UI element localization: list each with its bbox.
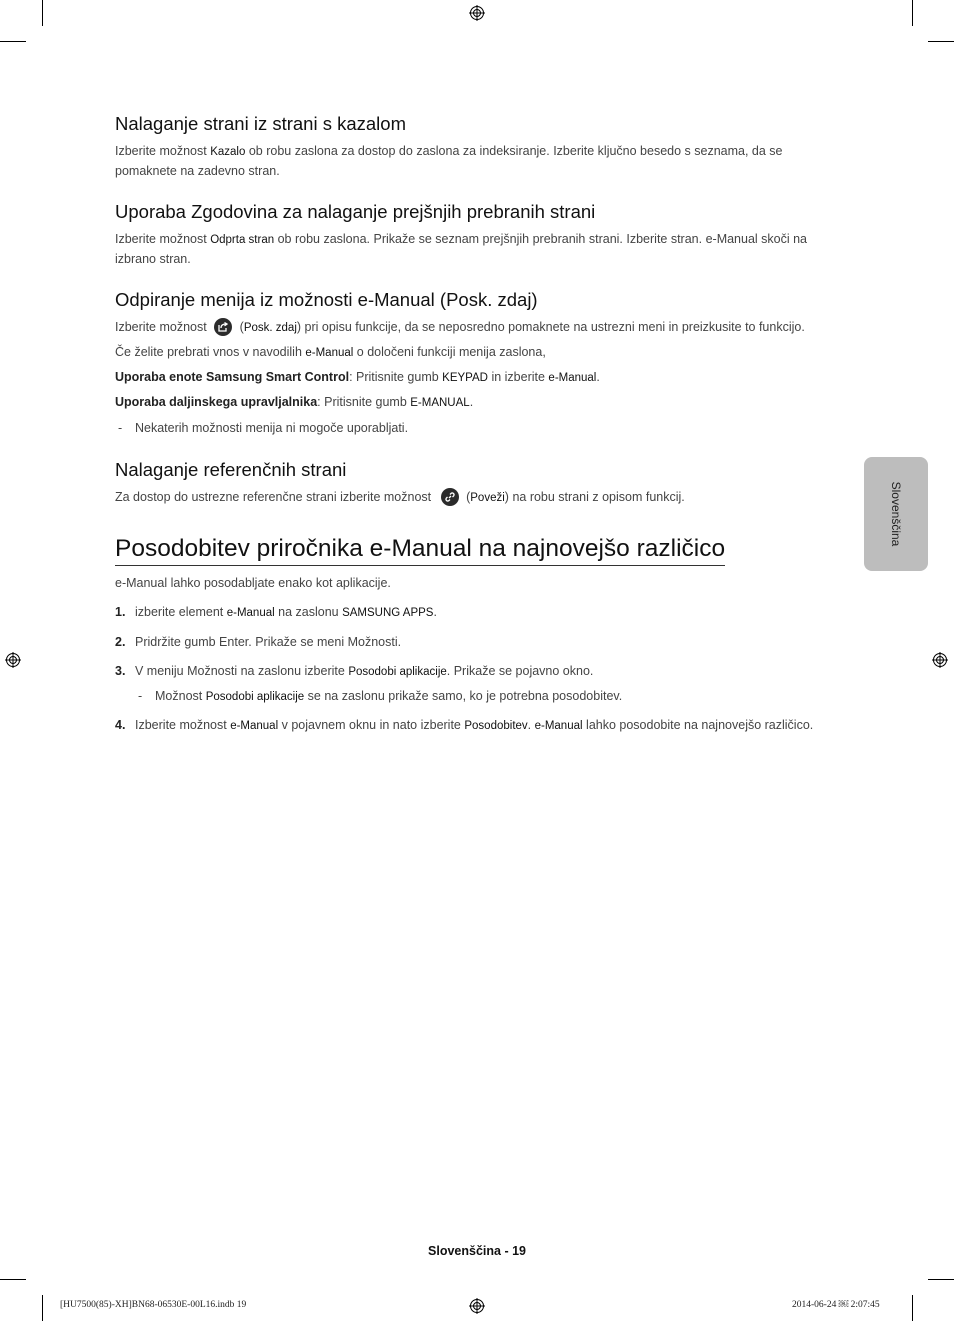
crosshair-target-icon bbox=[932, 652, 948, 668]
crosshair-target-icon bbox=[469, 5, 485, 21]
keyword-povezi: Poveži bbox=[470, 492, 505, 504]
crop-mark bbox=[912, 0, 913, 26]
section-text-smart-control: Uporaba enote Samsung Smart Control: Pritisnite gumb KEYPAD in izberite e-Manual. bbox=[115, 370, 600, 384]
print-info-date: 2014-06-24 ￼ 2:07:45 bbox=[792, 1300, 880, 1310]
language-side-tab: Slovenščina bbox=[864, 457, 928, 571]
section-text-index: Izberite možnost Kazalo ob robu zaslona za dostop do zaslona za indeksiranje. Izberite ključno besedo s seznama, da se pomaknete na zadevno stran. bbox=[115, 144, 783, 178]
keyword-odprta-stran: Odprta stran bbox=[210, 234, 275, 246]
crop-mark bbox=[42, 1295, 43, 1321]
sub-note-item: - Možnost Posodobi aplikacije se na zaslonu prikaže samo, ko je potrebna posodobitev. bbox=[138, 689, 623, 703]
crosshair-target-icon bbox=[469, 1298, 485, 1314]
section-text-remote: Uporaba daljinskega upravljalnika: Pritisnite gumb E-MANUAL. bbox=[115, 395, 474, 409]
list-item: 1. izberite element e-Manual na zaslonu SAMSUNG APPS. bbox=[115, 605, 437, 619]
crop-mark bbox=[928, 41, 954, 42]
section-heading-history: Uporaba Zgodovina za nalaganje prejšnjih prebranih strani bbox=[115, 201, 596, 222]
crop-mark bbox=[42, 0, 43, 26]
crop-mark bbox=[0, 41, 26, 42]
manual-content bbox=[115, 112, 835, 736]
section-heading-index: Nalaganje strani iz strani s kazalom bbox=[115, 113, 406, 134]
list-item: 3. V meniju Možnosti na zaslonu izberite Posodobi aplikacije. Prikaže se pojavno okno. bbox=[115, 664, 594, 678]
keyword-keypad: KEYPAD bbox=[442, 372, 488, 384]
print-info-file: [HU7500(85)-XH]BN68-06530E-00L16.indb 19 bbox=[60, 1300, 247, 1310]
keyword-e-manual-button: E-MANUAL bbox=[410, 397, 470, 409]
section-heading-try-now: Odpiranje menija iz možnosti e-Manual (Posk. zdaj) bbox=[115, 289, 538, 310]
section-text-history: Izberite možnost Odprta stran ob robu zaslona. Prikaže se seznam prejšnjih prebranih strani. Izberite stran. e-Manual skoči na izbrano stran. bbox=[115, 232, 808, 266]
section-text-try-now: Izberite možnost (Posk. zdaj) pri opisu funkcije, da se neposredno pomaknete na ustrezni meni in preizkusite to funkcijo. bbox=[115, 317, 835, 338]
page-number: Slovenščina - 19 bbox=[428, 1244, 526, 1258]
crop-mark bbox=[0, 1279, 26, 1280]
crop-mark bbox=[928, 1279, 954, 1280]
keyword-posk-zdaj: Posk. zdaj bbox=[243, 322, 297, 334]
keyword-e-manual: e-Manual bbox=[548, 372, 597, 384]
crosshair-target-icon bbox=[5, 652, 21, 668]
try-now-icon bbox=[214, 318, 232, 336]
note-item: - Nekaterih možnosti menija ni mogoče uporabljati. bbox=[118, 421, 409, 435]
list-item: 4. Izberite možnost e-Manual v pojavnem oknu in nato izberite Posodobitev. e-Manual lahko posodobite na najnovejšo različico. bbox=[115, 718, 814, 732]
section-text-try-now-2: Če želite prebrati vnos v navodilih e-Manual o določeni funkciji menija zaslona, bbox=[115, 345, 546, 359]
list-item: 2. Pridržite gumb Enter. Prikaže se meni Možnosti. bbox=[115, 635, 402, 649]
link-icon bbox=[441, 488, 459, 506]
keyword-kazalo: Kazalo bbox=[210, 146, 246, 158]
crop-mark bbox=[912, 1295, 913, 1321]
section-text-links: Za dostop do ustrezne referenčne strani izberite možnost (Poveži) na robu strani z opisom funkcij. bbox=[115, 487, 835, 508]
update-title-wrap bbox=[115, 534, 835, 566]
keyword-e-manual: e-Manual bbox=[305, 347, 354, 359]
update-intro: e-Manual lahko posodabljate enako kot aplikacije. bbox=[115, 576, 391, 590]
section-heading-links: Nalaganje referenčnih strani bbox=[115, 459, 347, 480]
page-title: Posodobitev priročnika e-Manual na najnovejšo različico bbox=[115, 534, 725, 566]
